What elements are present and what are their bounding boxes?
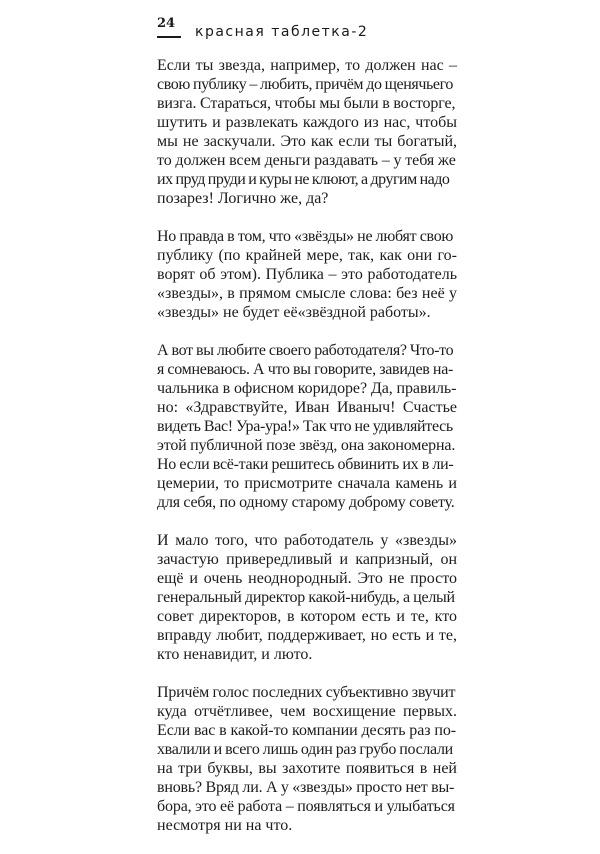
text-line: хвалили и всего лишь один раз грубо послали (157, 741, 453, 758)
text-line: для себя, по одному старому доброму совету. (157, 494, 455, 511)
paragraph (157, 227, 457, 322)
text-line: свою публику – любить, причём до щенячьего (157, 76, 453, 93)
text-line: генеральный директор какой-нибудь, а целый (157, 589, 455, 606)
paragraph (157, 56, 457, 208)
text-line: несмотря ни на что. (157, 817, 293, 834)
paragraph (157, 531, 457, 664)
text-line: их пруд пруди и куры не клюют, а другим надо (157, 171, 450, 188)
text-line: позарез! Логично же, да? (157, 190, 329, 207)
text-line: чальника в офисном коридоре? Да, правиль- (157, 380, 457, 397)
text-line: Если ты звезда, например, то должен нас – (157, 57, 457, 74)
text-line: мы не заскучали. Это как если ты богатый, (157, 133, 457, 150)
text-line: Причём голос последних субъективно звучит (157, 684, 456, 701)
text-line: И мало того, что работодатель у «звезды» (157, 532, 457, 549)
text-line: вправду любит, поддерживает, но есть и те, (157, 627, 457, 644)
text-line: зачастую привередливый и капризный, он (157, 551, 457, 568)
paragraph (157, 341, 457, 512)
text-line: визга. Стараться, чтобы мы были в восторге, (157, 95, 456, 112)
text-line: на три буквы, вы захотите появиться в ней (157, 760, 457, 777)
text-line: видеть Вас! Ура-ура!» Так что не удивляйтесь (157, 418, 453, 435)
text-line: ещё и очень неоднородный. Это не просто (157, 570, 457, 587)
text-line: то должен всем деньги раздавать – у тебя же (157, 152, 456, 169)
text-line: А вот вы любите своего работодателя? Что-то (157, 342, 454, 359)
text-line: Но правда в том, что «звёзды» не любят свою (157, 228, 454, 245)
page-number: 24 (157, 16, 176, 31)
text-line: Если вас в какой-то компании десять раз по- (157, 722, 457, 739)
header-rule (157, 36, 181, 38)
text-line: ворят об этом). Публика – это работодатель (157, 266, 457, 283)
text-line: бора, это её работа – появляться и улыбаться (157, 798, 455, 815)
text-line: совет директоров, в котором есть и те, кто (157, 608, 457, 625)
body-text (157, 56, 457, 854)
text-line: вновь? Вряд ли. А у «звезды» просто нет вы- (157, 779, 455, 796)
text-line: но: «Здравствуйте, Иван Иваныч! Счастье (157, 399, 457, 416)
paragraph (157, 683, 457, 835)
text-line: публику (по крайней мере, так, как они го- (157, 247, 457, 264)
page-header (157, 16, 497, 44)
running-title: красная таблетка-2 (195, 24, 369, 40)
text-line: куда отчётливее, чем восхищение первых. (157, 703, 457, 720)
text-line: Но если всё-таки решитесь обвинить их в ли- (157, 456, 454, 473)
text-line: «звезды» не будет её«звёздной работы». (157, 304, 431, 321)
text-line: кто ненавидит, и люто. (157, 646, 313, 663)
text-line: «звезды», в прямом смысле слова: без неё у (157, 285, 457, 302)
text-line: этой публичной позе звёзд, она закономерна. (157, 437, 456, 454)
text-line: я сомневаюсь. А что вы говорите, завидев на- (157, 361, 454, 378)
text-line: цемерии, то присмотрите сначала камень и (157, 475, 457, 492)
text-line: шутить и развлекать каждого из нас, чтобы (157, 114, 457, 131)
